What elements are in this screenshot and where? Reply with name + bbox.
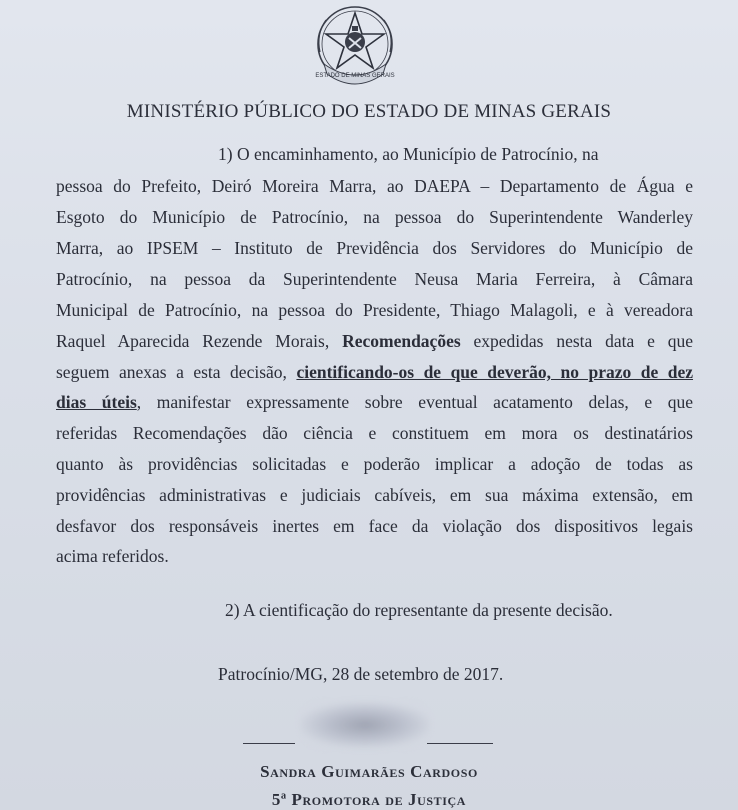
recomendacoes-bold: Recomendações	[342, 331, 461, 351]
paragraph2: 2) A cientificação do representante da presente decisão.	[225, 600, 613, 620]
paragraph1-line7	[56, 329, 693, 353]
paragraph1-line1: 1) O encaminhamento, ao Município de Patrocínio, na	[218, 144, 599, 164]
signature-line-right	[427, 743, 493, 744]
signatory-name: Sandra Guimarães Cardoso	[260, 762, 478, 781]
line8-text-a: seguem anexas a esta decisão,	[56, 362, 287, 382]
paragraph1-line11: quanto às providências solicitadas e poderão implicar a adoção de todas as	[56, 454, 693, 474]
seal-text: ESTADO DE MINAS GERAIS	[315, 73, 395, 79]
paragraph1-line4: Marra, ao IPSEM – Instituto de Previdência dos Servidores do Município de	[56, 238, 693, 258]
paragraph1-line5: Patrocínio, na pessoa da Superintendente Neusa Maria Ferreira, à Câmara	[56, 269, 693, 289]
paragraph1-line2: pessoa do Prefeito, Deiró Moreira Marra, ao DAEPA – Departamento de Água e	[56, 176, 693, 196]
deadline-notice-bold: cientificando-os de que deverão, no prazo de dez	[296, 362, 694, 382]
paragraph1-line14: acima referidos.	[56, 546, 169, 566]
paragraph1-line6: Municipal de Patrocínio, na pessoa do Presidente, Thiago Malagoli, e à vereadora	[56, 300, 693, 320]
line7-text-c: expedidas nesta data e que	[473, 331, 693, 351]
signature-line-left	[243, 743, 295, 744]
signatory-title: 5ª Promotora de Justiça	[271, 790, 467, 809]
paragraph1-line12: providências administrativas e judiciais cabíveis, em sua máxima extensão, em	[56, 485, 693, 505]
paragraph1-line8	[56, 360, 693, 384]
paragraph1-line13: desfavor dos responsáveis inertes em face da violação dos dispositivos legais	[56, 516, 693, 536]
redacted-signature	[300, 702, 430, 748]
line7-text-a: Raquel Aparecida Rezende Morais,	[56, 331, 330, 351]
state-seal-icon	[310, 4, 400, 86]
date-line: Patrocínio/MG, 28 de setembro de 2017.	[218, 664, 504, 684]
ministry-header: MINISTÉRIO PÚBLICO DO ESTADO DE MINAS GERAIS	[126, 101, 612, 122]
paragraph1-line9	[56, 390, 693, 414]
line9-text-b: , manifestar expressamente sobre eventual acatamento delas, e que	[136, 392, 694, 412]
dias-uteis-bold: dias úteis	[56, 392, 137, 412]
paragraph1-line10: referidas Recomendações dão ciência e constituem em mora os destinatários	[56, 423, 693, 443]
paragraph1-line3: Esgoto do Município de Patrocínio, na pessoa do Superintendente Wanderley	[56, 207, 693, 227]
